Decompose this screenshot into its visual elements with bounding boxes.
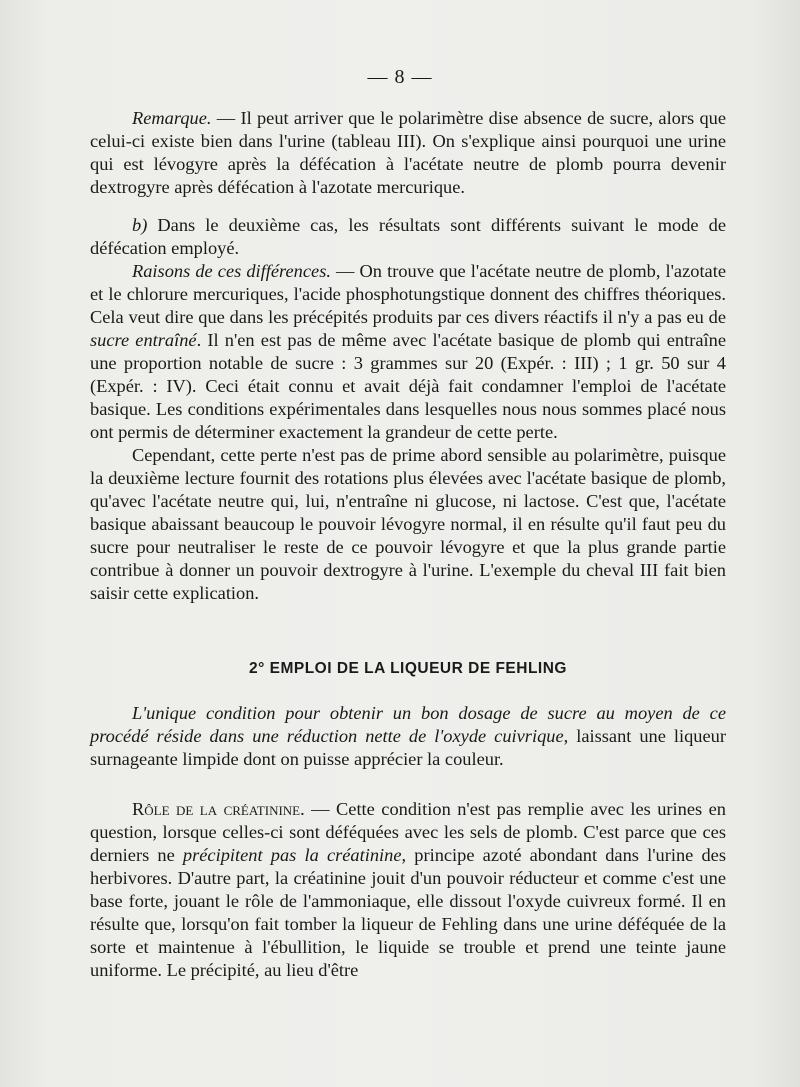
condition-text: , laissant une liqueur surnageante limpide dont on puisse apprécier la couleur.	[90, 726, 726, 769]
case-b-paragraph	[90, 214, 726, 260]
creatinine-text-1: — Cette condition n'est pas remplie avec les urines en question, lorsque celles-ci sont déféquées avec les sels de plomb. C'est parce que ces derniers ne	[90, 799, 726, 865]
remark-label: Remarque.	[132, 108, 212, 128]
remark-text: — Il peut arriver que le polarimètre dise absence de sucre, alors que celui-ci existe bien dans l'urine (tableau III). On s'explique ainsi pourquoi une urine qui est lévogyre après la défécation à l'acétate neutre de plomb pourra devenir dextrogyre après défécation à l'azotate mercurique.	[90, 108, 726, 197]
creatinine-paragraph	[90, 798, 726, 982]
case-b-label: b)	[132, 215, 148, 235]
reasons-text-1: — On trouve que l'acétate neutre de plomb, l'azotate et le chlorure mercuriques, l'acide phosphotungstique donnent des chiffres théoriques. Cela veut dire que dans les précépités produits par ces divers réactifs il n'y a pas eu de	[90, 261, 726, 327]
creatinine-label: Rôle de la créatinine.	[132, 799, 305, 819]
section-title: 2° EMPLOI DE LA LIQUEUR DE FEHLING	[248, 660, 567, 677]
document-body	[90, 107, 726, 982]
page-number: — 8 —	[367, 66, 433, 88]
creatinine-text-2: , principe azoté abondant dans l'urine des herbivores. D'autre part, la créatinine jouit d'un pouvoir réducteur et comme c'est une base forte, jouant le rôle de l'ammoniaque, elle dissout l'oxyde cuivreux formé. Il en résulte que, lorsqu'on fait tomber la liqueur de Fehling dans une urine déféquée de la sorte et maintenue à l'ébullition, le liquide se trouble et prend une teinte jaune uniforme. Le précipité, au lieu d'être	[90, 845, 726, 980]
reasons-label: Raisons de ces différences.	[132, 261, 331, 281]
reasons-emphasis: sucre entraîné	[90, 330, 197, 350]
condition-emphasis: L'unique condition pour obtenir un bon dosage de sucre au moyen de ce procédé réside dans une réduction nette de l'oxyde cuivrique	[90, 703, 726, 746]
remark-paragraph	[90, 107, 726, 199]
reasons-text-2: . Il n'en est pas de même avec l'acétate basique de plomb qui entraîne une proportion notable de sucre : 3 grammes sur 20 (Expér. : III) ; 1 gr. 50 sur 4 (Expér. : IV). Ceci était connu et avait déjà fait condamner l'emploi de l'acétate basique. Les conditions expérimentales dans lesquelles nous nous sommes placé nous ont permis de déterminer exactement la grandeur de cette perte.	[90, 330, 726, 442]
however-paragraph: Cependant, cette perte n'est pas de prime abord sensible au polarimètre, puisque la deuxième lecture fournit des rotations plus élevées avec l'acétate basique de plomb, qu'avec l'acétate neutre qui, lui, n'entraîne ni glucose, ni lactose. C'est que, l'acétate basique abaissant beaucoup le pouvoir lévogyre normal, il en résulte qu'il faut peu du sucre pour neutraliser le reste de ce pouvoir lévogyre et que la plus grande partie contribue à donner un pouvoir dextrogyre à l'urine. L'exemple du cheval III fait bien saisir cette explication.	[90, 445, 726, 603]
creatinine-emphasis: précipitent pas la créatinine	[182, 845, 402, 865]
case-b-text: Dans le deuxième cas, les résultats sont différents suivant le mode de défécation employé.	[90, 215, 726, 258]
reasons-paragraph	[90, 260, 726, 444]
condition-paragraph	[90, 702, 726, 771]
